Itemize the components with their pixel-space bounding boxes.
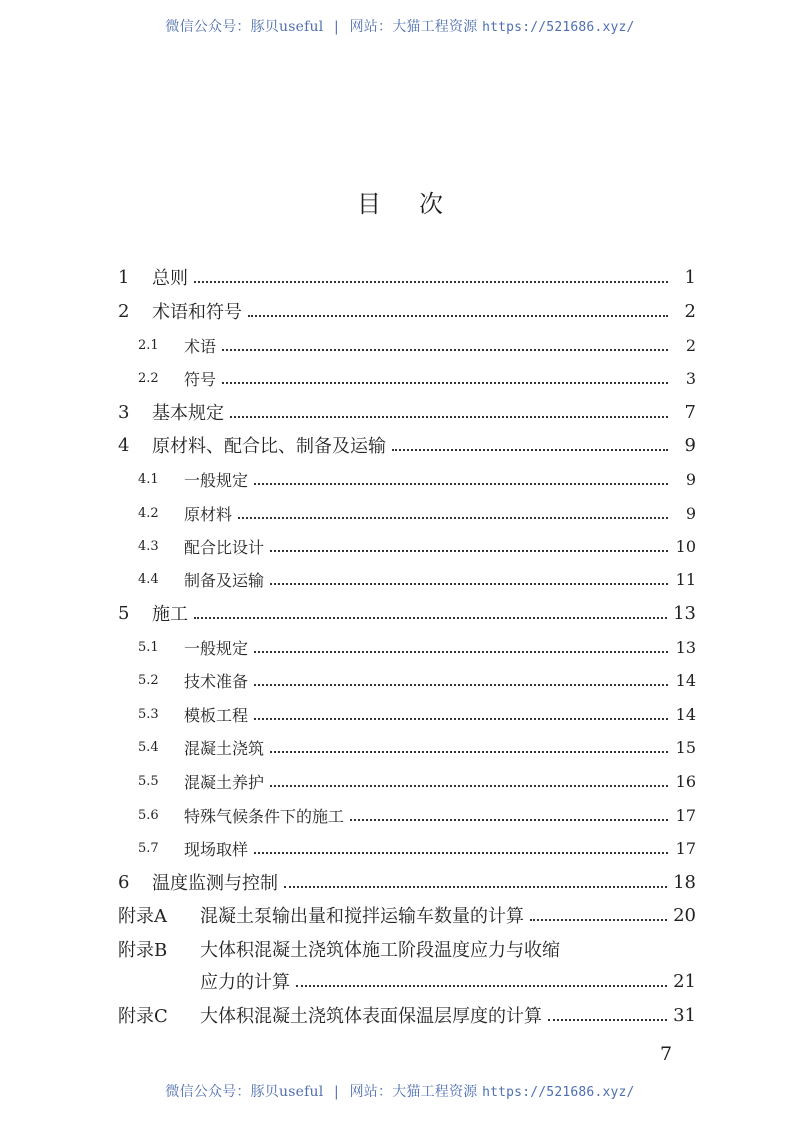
- toc-entry-title: 混凝土浇筑: [184, 738, 265, 758]
- toc-entry-title: 配合比设计: [184, 537, 265, 557]
- watermark-url[interactable]: https://521686.xyz/: [482, 1085, 635, 1100]
- toc-entry-page: 31: [673, 1004, 696, 1026]
- dot-leader: [270, 781, 668, 787]
- watermark-header: [0, 16, 800, 36]
- watermark-url[interactable]: https://521686.xyz/: [482, 20, 635, 35]
- toc-entry-page: 13: [673, 602, 696, 624]
- watermark-wechat: 微信公众号：豚贝useful: [165, 1084, 324, 1100]
- watermark-separator: |: [334, 1084, 339, 1100]
- toc-entry-page: 16: [675, 771, 696, 791]
- toc-entry-title: 模板工程: [184, 705, 249, 725]
- toc-entry[interactable]: [118, 531, 696, 561]
- toc-entry-page: 20: [673, 904, 696, 926]
- toc-entry-page: 9: [685, 503, 696, 523]
- toc-entry-number: 附录C: [118, 1006, 168, 1027]
- toc-entry-number: 5.6: [138, 807, 159, 823]
- dot-leader: [194, 613, 667, 619]
- toc-entry-number: 附录A: [118, 906, 167, 927]
- toc-entry-page: 21: [673, 970, 696, 992]
- toc-entry-number: 4.4: [138, 571, 159, 587]
- toc-entry[interactable]: [118, 363, 696, 393]
- toc-entry-number: 5.7: [138, 840, 159, 856]
- toc-entry-title: 符号: [184, 369, 217, 389]
- toc-entry-title: 混凝土养护: [184, 772, 265, 792]
- toc-entry-page: 9: [684, 434, 696, 456]
- toc-entry[interactable]: [118, 330, 696, 360]
- toc-entry[interactable]: [118, 665, 696, 695]
- toc-entry-title: 应力的计算: [200, 972, 290, 993]
- toc-entry-continuation[interactable]: [118, 966, 696, 996]
- toc-entry-page: 10: [675, 536, 696, 556]
- toc-entry-appendix[interactable]: [118, 934, 696, 964]
- toc-entry-title: 术语: [184, 336, 217, 356]
- toc-entry[interactable]: [118, 296, 696, 326]
- toc-entry-page: 11: [675, 569, 696, 589]
- dot-leader: [238, 513, 668, 519]
- dot-leader: [296, 981, 667, 987]
- toc-entry-page: 18: [673, 871, 696, 893]
- dot-leader: [350, 815, 668, 821]
- toc-entry-number: 6: [118, 871, 130, 893]
- page-number: 7: [660, 1043, 673, 1065]
- toc-entry-number: 附录B: [118, 940, 168, 961]
- toc-entry-number: 5.4: [138, 739, 159, 755]
- toc-entry-title: 总则: [152, 268, 188, 289]
- dot-leader: [254, 680, 668, 686]
- toc-entry-appendix[interactable]: [118, 900, 696, 930]
- toc-entry-appendix[interactable]: [118, 1000, 696, 1030]
- dot-leader: [392, 445, 668, 451]
- toc-entry-title: 制备及运输: [184, 570, 265, 590]
- toc-entry-page: 3: [685, 368, 696, 388]
- toc-entry-title: 大体积混凝土浇筑体施工阶段温度应力与收缩: [200, 940, 560, 961]
- dot-leader: [284, 882, 667, 888]
- toc-entry-title: 一般规定: [184, 470, 249, 490]
- toc-entry-title: 特殊气候条件下的施工: [184, 806, 345, 826]
- toc-entry[interactable]: [118, 464, 696, 494]
- watermark-site-label: 网站：大猫工程资源: [349, 19, 478, 35]
- watermark-footer: [0, 1081, 800, 1101]
- dot-leader: [254, 714, 668, 720]
- toc-entry-title: 技术准备: [184, 671, 249, 691]
- toc-entry-title: 原材料、配合比、制备及运输: [152, 436, 386, 457]
- toc-entry[interactable]: [118, 430, 696, 460]
- toc-entry-title: 原材料: [184, 504, 233, 524]
- toc-entry-title: 施工: [152, 604, 188, 625]
- toc-entry-number: 4.3: [138, 538, 159, 554]
- toc-entry[interactable]: [118, 732, 696, 762]
- toc-entry-title: 一般规定: [184, 638, 249, 658]
- toc-entry-number: 5.3: [138, 706, 159, 722]
- dot-leader: [270, 579, 668, 585]
- toc-entry[interactable]: [118, 766, 696, 796]
- toc-entry[interactable]: [118, 564, 696, 594]
- toc-entry-page: 2: [684, 300, 696, 322]
- toc-entry-page: 14: [675, 670, 696, 690]
- toc-entry-page: 2: [685, 335, 696, 355]
- watermark-wechat: 微信公众号：豚贝useful: [165, 19, 324, 35]
- toc-entry-number: 5.2: [138, 672, 159, 688]
- toc-entry-page: 9: [685, 469, 696, 489]
- toc-entry-number: 5: [118, 602, 130, 624]
- toc-entry-number: 3: [118, 401, 130, 423]
- toc-entry-title: 基本规定: [152, 403, 224, 424]
- dot-leader: [254, 479, 668, 485]
- toc-entry[interactable]: [118, 598, 696, 628]
- toc-entry-page: 15: [675, 737, 696, 757]
- dot-leader: [270, 546, 668, 552]
- page-title: 目次: [357, 190, 481, 218]
- toc-entry-page: 17: [675, 805, 696, 825]
- toc-entry-number: 2.1: [138, 337, 159, 353]
- toc-entry[interactable]: [118, 867, 696, 897]
- dot-leader: [248, 311, 668, 317]
- dot-leader: [254, 848, 668, 854]
- toc-entry[interactable]: [118, 632, 696, 662]
- toc-entry-number: 2.2: [138, 370, 159, 386]
- toc-entry-number: 5.1: [138, 639, 159, 655]
- dot-leader: [270, 747, 668, 753]
- toc-entry-number: 4: [118, 434, 130, 456]
- toc-entry[interactable]: [118, 498, 696, 528]
- watermark-site-label: 网站：大猫工程资源: [349, 1084, 478, 1100]
- toc-entry[interactable]: [118, 699, 696, 729]
- toc-entry-number: 5.5: [138, 773, 159, 789]
- toc-entry-page: 17: [675, 838, 696, 858]
- dot-leader: [548, 1015, 667, 1021]
- toc-entry-title: 温度监测与控制: [152, 873, 278, 894]
- dot-leader: [230, 412, 668, 418]
- toc-entry[interactable]: [118, 397, 696, 427]
- dot-leader: [530, 915, 667, 921]
- toc-entry[interactable]: [118, 833, 696, 863]
- dot-leader: [254, 647, 668, 653]
- toc-entry-title: 术语和符号: [152, 302, 242, 323]
- toc-entry-page: 13: [675, 637, 696, 657]
- watermark-separator: |: [334, 19, 339, 35]
- toc-entry-page: 1: [684, 266, 696, 288]
- toc-entry[interactable]: [118, 262, 696, 292]
- toc-entry-page: 14: [675, 704, 696, 724]
- dot-leader: [222, 345, 668, 351]
- dot-leader: [222, 378, 668, 384]
- toc-entry-number: 1: [118, 266, 130, 288]
- toc-entry-title: 混凝土泵输出量和搅拌运输车数量的计算: [200, 906, 524, 927]
- toc-entry-title: 现场取样: [184, 839, 249, 859]
- toc-entry[interactable]: [118, 800, 696, 830]
- toc-entry-number: 4.2: [138, 505, 159, 521]
- toc-entry-number: 2: [118, 300, 130, 322]
- toc-entry-page: 7: [684, 401, 696, 423]
- toc-entry-number: 4.1: [138, 471, 159, 487]
- dot-leader: [194, 277, 668, 283]
- toc-entry-title: 大体积混凝土浇筑体表面保温层厚度的计算: [200, 1006, 542, 1027]
